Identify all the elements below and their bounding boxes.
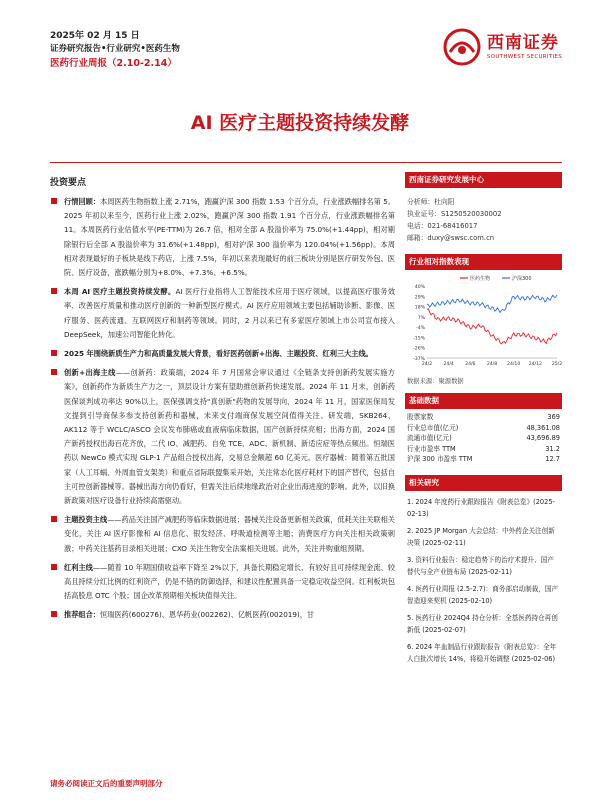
paragraph-lead: 2025 年围绕新质生产力和高质量发展大背景，看好医药创新+出海、主题投资、红利三大主线。 — [64, 349, 373, 359]
chart-source: 数据来源：聚源数据 — [407, 378, 464, 385]
divider — [50, 162, 562, 163]
paragraph-text: AI 医疗行业指将人工智能技术应用于医疗领域，以提高医疗服务效率、改善医疗质量和推动医疗创新的一种新型医疗模式。AI 医疗应用领域主要包括辅助诊断、影像、医疗服务、医药流通、互联网医疗和制药等领域。同时，2 月以来已有多家医疗领域上市公司宣布接入 DeepSeek，加速公司智能化转化。 — [64, 287, 396, 339]
paragraph-lead: 创新+出海主线 — [64, 368, 116, 378]
company-logo — [443, 28, 562, 66]
related-report-link[interactable]: 1. 2024 年度药行业跟踪报告《附表总览》(2025-02-13) — [407, 497, 555, 518]
stat-value: 31.2 — [545, 444, 560, 453]
bullet-square-icon — [51, 350, 57, 356]
bullet-square-icon — [51, 288, 57, 294]
related-report-link[interactable]: 3. 资料行业报告：稳定趋势下的治疗术提升、国产替代与全产业链布局 (2025-02-11) — [407, 555, 554, 576]
y-tick-label: 40% — [414, 285, 425, 290]
paragraph-text: 本周医药生物指数上涨 2.71%，跑赢沪深 300 指数 1.53 个百分点，行业涨跌幅排名第 5。2025 年初以来至今，医药行业上涨 2.02%，跑赢沪深 300 指数 1.91 个百分点，行业涨跌幅排名第 11。本周医药行业估值水平(PE-TTM)为 26.7 倍，相对全部 A 股溢价率为 75.0%(+1.44pp)，相对剔除银行后全部 A 股溢价率为 31.6%(+1.48pp)，相对沪深 300 溢价率为 120.04%(+1.56pp)。本周相对表现最好的子板块是线下药店，上涨 7.5%，年初以来表现最好的前三板块分别是医疗研发外包、医院、医疗设备，涨跌幅分别为+8.0%、+7.3%、+6.5%。 — [64, 197, 395, 278]
bullet-square-icon — [51, 516, 57, 522]
series-line — [427, 309, 557, 344]
paragraph-text: ——药品关注国产减肥药等临床数据进展；器械关注设备更新相关政策，低耗关注关联相关变化，关注 AI 医疗影像和 AI 信息化、银发经济、呼吸道检测等主题；消费医疗方向关注相关政策刺激；中药关注基药目录相关进展；CXO 关注生物安全法案相关进展。此外，关注并购重组预期。 — [64, 515, 395, 553]
x-tick-label: 24/2 — [421, 362, 433, 367]
bullet-paragraph — [50, 561, 395, 604]
section-title: 投资要点 — [50, 178, 87, 188]
table-row — [405, 454, 562, 465]
sidebar — [405, 172, 562, 670]
report-type: 证券研究报告•行业研究•医药生物 — [50, 44, 180, 54]
report-header — [50, 30, 180, 71]
bullet-paragraph — [50, 608, 395, 622]
stat-label: 沪深 300 市盈率 TTM — [407, 455, 473, 464]
series-line — [427, 295, 557, 313]
table-row — [405, 423, 562, 434]
research-center-header: 西南证券研究发展中心 — [405, 172, 562, 188]
analyst-info — [405, 188, 562, 254]
bullet-paragraph — [50, 513, 395, 556]
related-research-list — [405, 491, 562, 665]
basic-data-header: 基础数据 — [405, 393, 562, 409]
analyst-email[interactable]: 邮箱：duxy@swsc.com.cn — [407, 234, 495, 242]
analyst-license: 执业证号：S1250520030002 — [407, 210, 502, 218]
x-tick-label: 24/8 — [486, 362, 498, 367]
x-tick-label: 24/4 — [443, 362, 454, 367]
y-tick-label: -4% — [416, 326, 425, 332]
stat-label: 行业总市值(亿元) — [407, 423, 459, 432]
report-date: 2025年 02 月 15 日 — [50, 31, 140, 41]
basic-data-table — [405, 412, 562, 465]
x-tick-label: 25/2 — [551, 362, 562, 367]
investment-points — [50, 175, 395, 628]
stat-label: 流通市值(亿元) — [407, 434, 452, 443]
stat-value: 48,361.08 — [526, 423, 560, 432]
bullet-paragraph — [50, 366, 395, 508]
related-research-header: 相关研究 — [405, 475, 562, 491]
y-tick-label: 7% — [417, 315, 425, 321]
bullet-square-icon — [51, 198, 57, 204]
related-report-link[interactable]: 2. 2025 JP Morgan 大会总结：中外药企关注创新决策 (2025-02-11) — [407, 526, 555, 547]
related-report-link[interactable]: 6. 2024 年血制品行业跟踪报告《附表总览》：全年人白批次增长 14%，将稳开始调整 (2025-02-06) — [407, 642, 557, 663]
y-tick-label: -26% — [413, 346, 425, 352]
bullet-paragraph — [50, 285, 395, 342]
report-weekly-label: 医药行业周报（2.10-2.14） — [50, 58, 177, 69]
related-report-link[interactable]: 4. 医药行业周报 (2.5-2.7)：商务部启动制裁，国产智造迎来契机 (2025-02-10) — [407, 584, 559, 605]
disclaimer-footer: 请务必阅读正文后的重要声明部分 — [50, 779, 163, 788]
analyst-phone: 电话：021-68416017 — [407, 222, 478, 230]
paragraph-text: 恒瑞医药(600276)、恩华药业(002262)、亿帆医药(002019)，甘 — [99, 610, 315, 620]
paragraph-text: ——创新药：政策端，2024 年 7 月国常会审议通过《全链条支持创新药发展实施方案》，创新药作为新质生产力之一，顶层设计方案有望助推创新药快速发展。2024 年 11 月末，创新药医保谈判成功率达 90%以上，医保强调支持"真创新"药物的发展导向，2024 年 11 月，国家医保局发文提到引导商保多参支持创新药和器械，未来支付端商保发展空间值得关注。研发端，SKB264、AK112 等于 WCLC/ASCO 会议发布肺癌或血液病临床数据，国产创新持续亮相；出海方面，2024 国产新药授权出海百花齐放，二代 IO、减肥药、自免 TCE、ADC、新机制、新适应症等热点频出。恒瑞医药以 NewCo 模式实现 GLP-1 产品组合授权出海，交易总金额超 60 亿美元。医疗器械：随着第五批国家（人工耳蜗、外周血管支架类）和重点省际联盟集采开始，关注常态化医疗耗材下的国产替代，包括自主可控创新器械等。器械出海方向仍看好，但需关注后续地缘政治对企业出海进度的影响。此外，以旧换新政策对医疗设备行业持续高需驱动。 — [64, 368, 395, 506]
paragraph-lead: 红利主线 — [64, 562, 93, 572]
stat-value: 369 — [547, 413, 560, 421]
paragraph-lead: 主题投资主线 — [64, 515, 108, 525]
legend-label: 医药生物 — [470, 276, 491, 282]
x-tick-label: 24/6 — [465, 362, 476, 367]
logo-name-en: SOUTHWEST SECURITIES — [486, 54, 562, 60]
paragraph-lead: 行情回顾： — [64, 197, 101, 206]
bullet-square-icon — [51, 369, 57, 375]
table-row — [405, 433, 562, 444]
bullet-paragraph — [50, 347, 395, 361]
table-row — [405, 444, 562, 455]
analyst-name: 分析师：杜向阳 — [407, 198, 455, 206]
x-tick-label: 24/10 — [507, 362, 521, 367]
stat-label: 行业市盈率 TTM — [407, 444, 456, 453]
stat-label: 股票家数 — [407, 413, 434, 421]
y-tick-label: 18% — [414, 305, 425, 311]
y-tick-label: -15% — [413, 336, 425, 342]
stat-value: 12.7 — [545, 455, 560, 464]
report-title: AI 医疗主题投资持续发酵 — [190, 112, 410, 134]
y-tick-label: -37% — [413, 357, 425, 362]
index-performance-chart — [405, 270, 562, 374]
y-tick-label: 29% — [414, 295, 425, 301]
table-row — [405, 412, 562, 423]
stat-value: 43,696.89 — [526, 434, 560, 443]
bullet-square-icon — [51, 611, 57, 617]
logo-name-cn: 西南证券 — [486, 33, 559, 53]
chart-header: 行业相对指数表现 — [405, 254, 562, 270]
logo-mark-icon — [443, 28, 481, 66]
paragraph-lead: 本周 AI 医疗主题投资持续发酵。 — [64, 287, 176, 297]
paragraph-text: ——随着 10 年期国债收益率下降至 2%以下，具备长期稳定增长、有较好且可持续现金流、较高且持续分红比例的红利资产，仍是不错的防御选择，和建议性配置具备一定稳定收益空间。红利板块包括高股息 OTC 个股；国企改革预期相关板块值得关注。 — [64, 562, 395, 601]
bullet-paragraph — [50, 195, 395, 280]
bullet-square-icon — [51, 564, 57, 570]
legend-label: 沪深300 — [512, 276, 532, 282]
paragraph-lead: 推荐组合： — [64, 610, 100, 620]
related-report-link[interactable]: 5. 医药行业 2024Q4 持仓分析：全基医药持仓再创新低 (2025-02-07) — [407, 613, 558, 634]
x-tick-label: 24/12 — [528, 362, 542, 367]
